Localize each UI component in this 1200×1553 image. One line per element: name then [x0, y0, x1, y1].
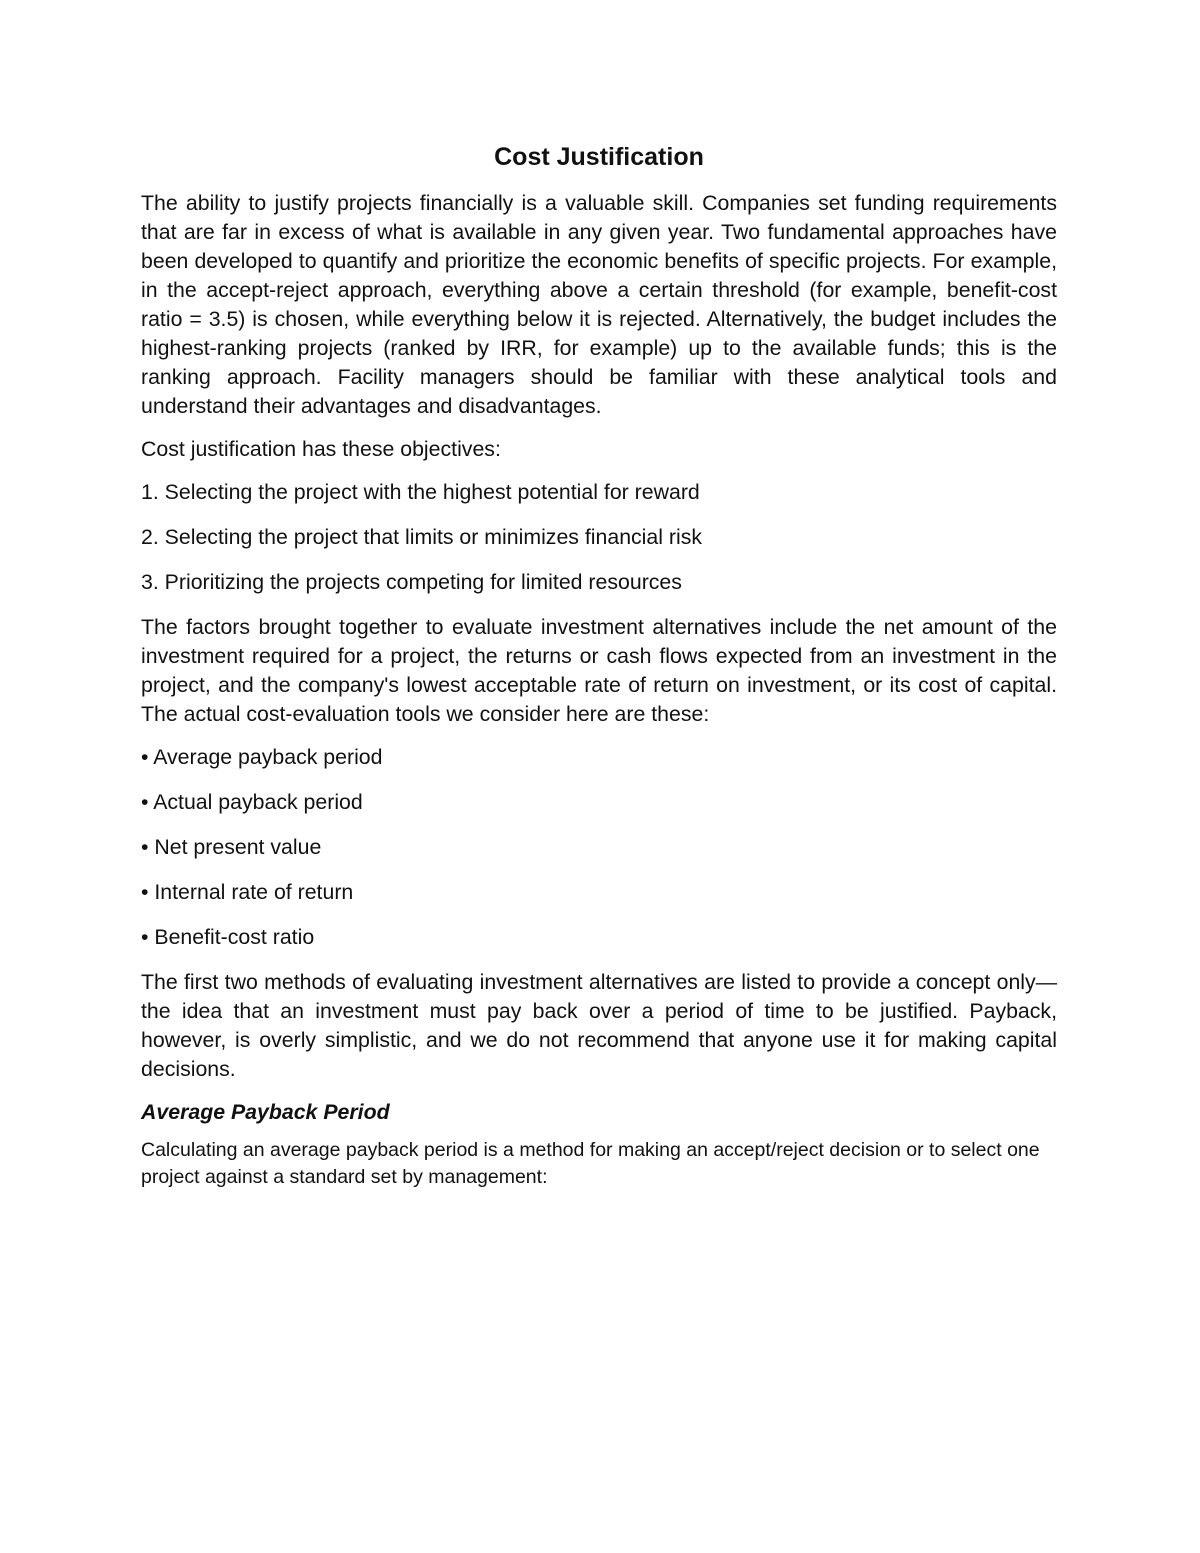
first-two-paragraph: The first two methods of evaluating investment alternatives are listed to provide a concept only—the idea that an investment must pay back over a period of time to be justified. Payback, however, is overly simplistic, and we do not recommend that anyone use it for making capital decisions.: [141, 970, 1057, 1081]
objective-item: 3. Prioritizing the projects competing for limited resources: [141, 570, 682, 594]
tool-item: • Benefit-cost ratio: [141, 925, 315, 949]
objective-item: 1. Selecting the project with the highest potential for reward: [141, 480, 700, 504]
factors-paragraph: The factors brought together to evaluate investment alternatives include the net amount of the investment required for a project, the returns or cash flows expected from an investment in the project, and the company's lowest acceptable rate of return on investment, or its cost of capital. The actual cost-evaluation tools we consider here are these:: [141, 615, 1057, 726]
objectives-intro: Cost justification has these objectives:: [141, 437, 501, 461]
intro-paragraph: The ability to justify projects financially is a valuable skill. Companies set funding requirements that are far in excess of what is available in any given year. Two fundamental approaches have been developed to quantify and prioritize the economic benefits of specific projects. For example, in the accept-reject approach, everything above a certain threshold (for example, benefit-cost ratio = 3.5) is chosen, while everything below it is rejected. Alternatively, the budget includes the highest-ranking projects (ranked by IRR, for example) up to the available funds; this is the ranking approach. Facility managers should be familiar with these analytical tools and understand their advantages and disadvantages.: [141, 191, 1057, 418]
tool-item: • Actual payback period: [141, 790, 363, 814]
objective-item: 2. Selecting the project that limits or minimizes financial risk: [141, 525, 703, 549]
tool-item: • Net present value: [141, 835, 322, 859]
section-heading: Average Payback Period: [141, 1100, 390, 1124]
document-body: [141, 189, 1057, 1205]
tool-item: • Internal rate of return: [141, 880, 354, 904]
page-title: Cost Justification: [494, 143, 704, 171]
tool-item: • Average payback period: [141, 745, 383, 769]
average-payback-paragraph: Calculating an average payback period is a method for making an accept/reject decision or to select one project against a standard set by management:: [141, 1139, 1040, 1188]
